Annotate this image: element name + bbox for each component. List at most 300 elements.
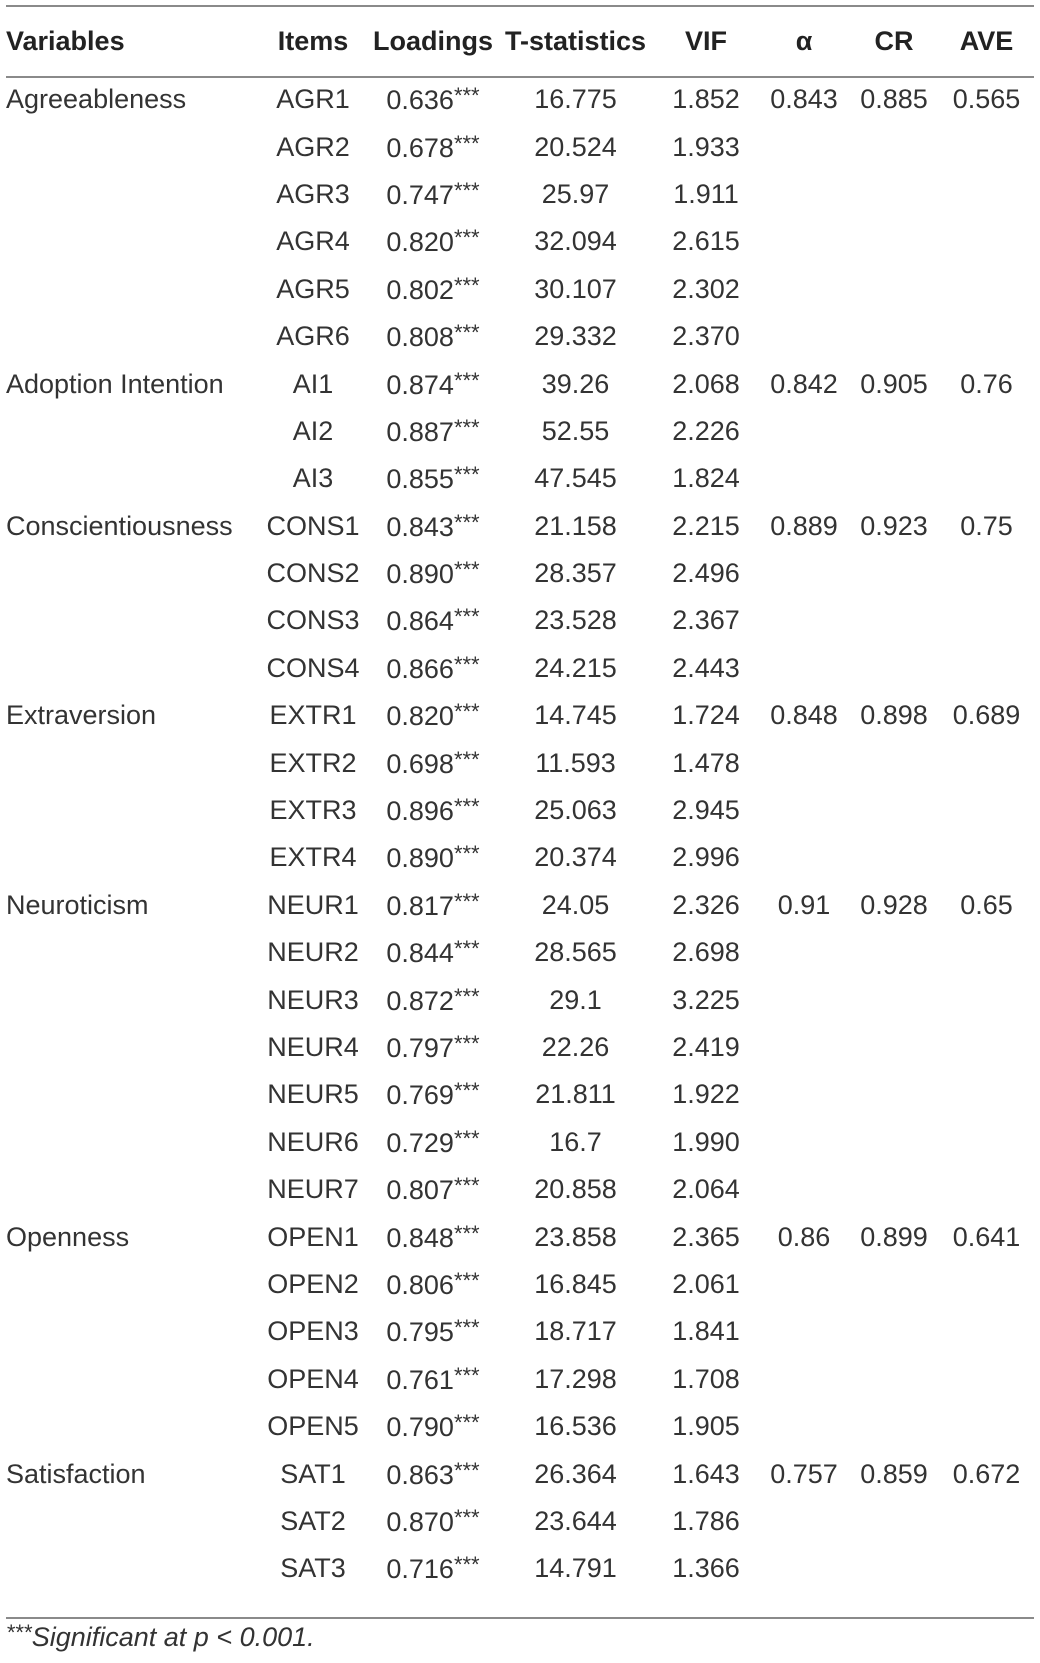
cell-cr [849,739,939,786]
cell-alpha [759,1119,849,1166]
significance-stars: *** [453,1078,480,1104]
cell-item: SAT3 [280,1553,346,1584]
table-row [6,834,1034,881]
cell-t-statistic: 26.364 [534,1458,617,1489]
cell-vif: 1.852 [672,84,740,115]
loading-value: 0.820 [386,227,454,258]
significance-stars: *** [453,509,480,535]
cell-loading [368,787,498,834]
cell-alpha: 0.91 [777,889,831,920]
cell-loading [368,692,498,739]
cell-vif: 2.443 [672,652,740,683]
cell-alpha [759,1545,849,1592]
cell-loading [368,1498,498,1545]
cell-variable [6,1119,258,1166]
cell-loading [368,218,498,265]
cell-loading [368,503,498,550]
cell-ave [939,1356,1034,1403]
significance-stars: *** [453,1315,480,1341]
table-row [6,1450,1034,1497]
table-row [6,1403,1034,1450]
cell-cr [849,218,939,265]
cell-loading [368,550,498,597]
cell-t-statistic: 52.55 [541,415,610,446]
significance-stars: *** [453,1504,480,1530]
loading-value: 0.817 [386,890,454,921]
cell-ave [939,455,1034,502]
cell-t-statistic: 14.791 [534,1553,617,1584]
cell-alpha: 0.86 [777,1221,831,1252]
cell-item: AI2 [292,415,334,446]
loading-value: 0.896 [386,796,454,827]
cell-t-statistic: 20.524 [534,131,617,162]
table-row [6,976,1034,1023]
cell-variable [6,123,258,170]
table-row [6,76,1034,123]
cell-loading [368,834,498,881]
significance-stars: *** [453,1552,480,1578]
loading-value: 0.866 [386,653,454,684]
cell-t-statistic: 16.775 [534,84,617,115]
cell-variable [6,834,258,881]
table-row [6,408,1034,455]
cell-cr [849,455,939,502]
cell-item: NEUR7 [267,1174,359,1205]
cell-t-statistic: 20.374 [534,842,617,873]
cell-item: EXTR2 [269,747,357,778]
table-header-row [6,7,1034,76]
cell-variable [6,313,258,360]
cell-loading [368,929,498,976]
cell-cr: 0.928 [860,889,928,920]
table-row [6,1545,1034,1592]
cell-loading [368,1403,498,1450]
cell-alpha: 0.757 [770,1458,838,1489]
table-row [6,882,1034,929]
significance-stars: *** [453,177,480,203]
cell-ave [939,550,1034,597]
table-row [6,929,1034,976]
significance-stars: *** [453,604,480,630]
loading-value: 0.890 [386,559,454,590]
loading-value: 0.874 [386,369,454,400]
cell-alpha [759,550,849,597]
cell-cr [849,929,939,976]
cell-variable [6,1356,258,1403]
cell-item: NEUR6 [267,1126,359,1157]
cell-vif: 1.366 [672,1553,740,1584]
significance-stars: *** [453,888,480,914]
cell-t-statistic: 24.05 [541,889,610,920]
loading-value: 0.729 [386,1127,454,1158]
cell-loading [368,313,498,360]
cell-t-statistic: 23.528 [534,605,617,636]
cell-item: OPEN2 [267,1268,359,1299]
header-alpha: α [795,26,813,56]
cell-variable [6,171,258,218]
cell-item: EXTR4 [269,842,357,873]
cell-cr [849,171,939,218]
significance-stars: *** [453,1125,480,1151]
significance-stars: *** [453,746,480,772]
cell-t-statistic: 25.97 [541,178,610,209]
header-ave: AVE [959,26,1014,56]
cell-item: AGR4 [276,226,350,257]
cell-item: OPEN1 [267,1221,359,1252]
cell-ave [939,1119,1034,1166]
cell-loading [368,408,498,455]
loading-value: 0.797 [386,1033,454,1063]
significance-stars: *** [453,557,480,583]
cell-cr: 0.905 [860,368,928,399]
cell-loading [368,1545,498,1592]
cell-t-statistic: 21.811 [535,1079,616,1110]
cell-alpha [759,1261,849,1308]
cell-cr [849,1403,939,1450]
cell-item: EXTR1 [269,700,357,731]
cell-cr [849,313,939,360]
cell-loading [368,123,498,170]
significance-stars: *** [453,651,480,677]
cell-vif: 2.061 [672,1268,740,1299]
table-row [6,1213,1034,1260]
cell-alpha [759,218,849,265]
cell-cr [849,1166,939,1213]
cell-loading [368,976,498,1023]
cell-alpha [759,266,849,313]
cell-alpha [759,929,849,976]
cell-item: NEUR4 [267,1032,359,1062]
cell-ave [939,266,1034,313]
cell-variable [6,739,258,786]
significance-stars: *** [453,414,480,440]
cell-ave: 0.76 [960,368,1013,399]
cell-cr: 0.885 [860,84,928,115]
cell-loading [368,171,498,218]
cell-loading [368,1356,498,1403]
cell-loading [368,1071,498,1118]
cell-ave [939,313,1034,360]
significance-stars: *** [453,1410,480,1436]
cell-vif: 1.905 [672,1411,740,1442]
cell-t-statistic: 47.545 [534,463,617,494]
loading-value: 0.864 [386,606,454,637]
measurement-model-table [6,7,1034,1593]
cell-alpha [759,787,849,834]
cell-variable [6,455,258,502]
cell-vif: 2.367 [672,605,740,636]
cell-vif: 1.841 [672,1316,740,1347]
footnote-stars: *** [6,1620,32,1645]
cell-t-statistic: 29.1 [549,984,602,1015]
loading-value: 0.795 [386,1317,454,1348]
cell-alpha: 0.889 [770,510,838,541]
cell-vif: 2.365 [672,1221,740,1252]
cell-ave [939,645,1034,692]
loading-value: 0.678 [386,132,454,163]
cell-item: SAT1 [280,1458,346,1489]
table-row [6,1498,1034,1545]
significance-stars: *** [453,83,480,109]
significance-stars: *** [453,1031,480,1056]
cell-alpha [759,597,849,644]
table-row [6,1261,1034,1308]
cell-variable [6,408,258,455]
cell-variable [6,1024,258,1071]
cell-cr [849,408,939,455]
cell-variable: Extraversion [6,700,157,731]
header-variables: Variables [6,26,125,56]
significance-stars: *** [453,1173,480,1199]
significance-stars: *** [453,1220,480,1246]
cell-alpha [759,739,849,786]
cell-t-statistic: 22.26 [541,1032,610,1062]
loading-value: 0.863 [386,1459,454,1490]
cell-variable: Satisfaction [6,1458,146,1489]
loading-value: 0.808 [386,322,454,353]
header-loadings: Loadings [373,26,493,56]
significance-stars: *** [453,462,480,488]
table-footnote [6,1620,315,1653]
cell-ave: 0.75 [960,510,1013,541]
cell-cr [849,123,939,170]
significance-stars: *** [453,130,480,156]
cell-ave: 0.672 [952,1458,1021,1489]
table-row [6,739,1034,786]
table-row [6,360,1034,407]
cell-ave [939,834,1034,881]
cell-loading [368,1261,498,1308]
cell-variable [6,929,258,976]
cell-item: OPEN4 [267,1363,359,1394]
cell-alpha [759,1356,849,1403]
cell-ave [939,1261,1034,1308]
cell-vif: 2.215 [672,510,740,541]
cell-vif: 1.478 [672,747,740,778]
footnote-text: Significant at p < 0.001. [31,1622,315,1652]
loading-value: 0.848 [386,1222,454,1253]
cell-loading [368,645,498,692]
cell-t-statistic: 25.063 [534,795,617,826]
cell-item: CONS1 [266,510,360,541]
cell-ave [939,1545,1034,1592]
cell-loading [368,455,498,502]
cell-vif: 3.225 [672,984,740,1015]
cell-t-statistic: 17.298 [534,1363,617,1394]
cell-variable [6,976,258,1023]
table-row [6,455,1034,502]
significance-stars: *** [453,983,480,1009]
cell-t-statistic: 29.332 [534,321,617,352]
cell-cr [849,597,939,644]
cell-loading [368,1450,498,1497]
cell-variable [6,787,258,834]
cell-vif: 2.996 [672,842,740,873]
cell-vif: 1.911 [673,178,739,209]
table-row [6,550,1034,597]
cell-ave [939,929,1034,976]
cell-t-statistic: 28.357 [534,558,617,589]
cell-t-statistic: 23.858 [534,1221,617,1252]
cell-alpha [759,1024,849,1071]
loading-value: 0.802 [386,274,454,305]
cell-loading [368,360,498,407]
cell-alpha [759,1403,849,1450]
cell-t-statistic: 16.536 [534,1411,617,1442]
loading-value: 0.807 [386,1175,454,1206]
cell-alpha [759,408,849,455]
header-vif: VIF [684,26,727,56]
cell-cr [849,266,939,313]
significance-stars: *** [453,225,480,251]
cell-loading [368,1024,498,1071]
cell-alpha: 0.843 [770,84,838,115]
cell-loading [368,1119,498,1166]
cell-cr: 0.923 [860,510,928,541]
cell-variable [6,1545,258,1592]
cell-item: AI3 [292,463,334,494]
cell-variable: Adoption Intention [6,368,224,399]
cell-item: NEUR1 [267,889,359,920]
cell-loading [368,266,498,313]
table-row [6,1024,1034,1071]
cell-variable [6,597,258,644]
table-bottom-rule [6,1617,1034,1619]
cell-cr [849,834,939,881]
cell-variable [6,645,258,692]
cell-variable: Conscientiousness [6,510,233,541]
cell-vif: 2.370 [672,321,740,352]
cell-cr [849,976,939,1023]
cell-cr [849,1261,939,1308]
cell-ave [939,597,1034,644]
cell-alpha: 0.842 [770,368,838,399]
significance-stars: *** [453,1457,480,1483]
significance-stars: *** [453,272,480,298]
cell-alpha [759,976,849,1023]
cell-variable [6,1071,258,1118]
significance-stars: *** [453,794,480,820]
loading-value: 0.698 [386,748,454,779]
header-items: Items [277,26,349,56]
significance-stars: *** [453,699,480,725]
cell-vif: 2.226 [672,415,740,446]
cell-t-statistic: 16.7 [549,1126,602,1157]
cell-ave [939,218,1034,265]
cell-alpha: 0.848 [770,700,838,731]
cell-variable [6,1261,258,1308]
cell-alpha [759,171,849,218]
cell-cr [849,550,939,597]
cell-vif: 2.302 [672,273,740,304]
cell-loading [368,882,498,929]
loading-value: 0.790 [386,1412,454,1443]
significance-stars: *** [453,936,480,962]
cell-variable [6,550,258,597]
cell-ave [939,739,1034,786]
cell-cr: 0.859 [860,1458,928,1489]
cell-t-statistic: 16.845 [534,1268,617,1299]
cell-ave [939,787,1034,834]
loading-value: 0.636 [386,85,454,116]
cell-item: SAT2 [280,1505,346,1536]
cell-alpha [759,455,849,502]
cell-item: CONS3 [266,605,360,636]
table-row [6,787,1034,834]
cell-cr [849,1071,939,1118]
cell-ave [939,1024,1034,1071]
table-row [6,123,1034,170]
cell-item: NEUR5 [267,1079,359,1110]
cell-vif: 1.708 [672,1363,740,1394]
cell-vif: 2.068 [672,368,740,399]
cell-item: OPEN3 [267,1316,359,1347]
loading-value: 0.843 [386,511,454,542]
loading-value: 0.769 [386,1080,454,1111]
cell-t-statistic: 11.593 [535,747,616,778]
loading-value: 0.870 [386,1506,454,1537]
table-body [6,76,1034,1593]
loading-value: 0.716 [386,1554,454,1585]
table-row [6,266,1034,313]
cell-t-statistic: 24.215 [534,652,617,683]
cell-alpha [759,1308,849,1355]
cell-alpha [759,123,849,170]
table-row [6,1071,1034,1118]
cell-cr [849,1308,939,1355]
cell-item: OPEN5 [267,1411,359,1442]
cell-ave [939,1403,1034,1450]
cell-variable [6,266,258,313]
cell-vif: 2.326 [672,889,740,920]
cell-t-statistic: 32.094 [534,226,617,257]
cell-t-statistic: 39.26 [541,368,610,399]
cell-vif: 1.922 [672,1079,740,1110]
cell-item: AGR6 [276,321,350,352]
cell-alpha [759,1166,849,1213]
cell-alpha [759,1071,849,1118]
cell-item: AI1 [292,368,334,399]
cell-ave: 0.65 [960,889,1013,920]
cell-t-statistic: 14.745 [534,700,617,731]
cell-variable [6,218,258,265]
cell-item: NEUR2 [267,937,359,968]
cell-vif: 1.724 [672,700,740,731]
cell-ave: 0.641 [952,1221,1021,1252]
cell-item: EXTR3 [269,795,357,826]
cell-item: AGR2 [276,131,350,162]
loading-value: 0.855 [386,464,454,495]
cell-ave: 0.565 [952,84,1021,115]
cell-variable [6,1403,258,1450]
table-row [6,218,1034,265]
cell-vif: 2.419 [672,1032,740,1062]
table-row [6,503,1034,550]
significance-stars: *** [453,841,480,867]
cell-ave [939,1166,1034,1213]
loading-value: 0.890 [386,843,454,874]
cell-loading [368,739,498,786]
significance-stars: *** [453,1362,480,1388]
cell-ave [939,1071,1034,1118]
cell-t-statistic: 23.644 [534,1505,617,1536]
loading-value: 0.747 [386,179,454,210]
loading-value: 0.820 [386,701,454,732]
cell-vif: 1.990 [672,1126,740,1157]
cell-vif: 1.786 [672,1505,740,1536]
cell-vif: 2.945 [672,795,740,826]
cell-item: CONS4 [266,652,360,683]
